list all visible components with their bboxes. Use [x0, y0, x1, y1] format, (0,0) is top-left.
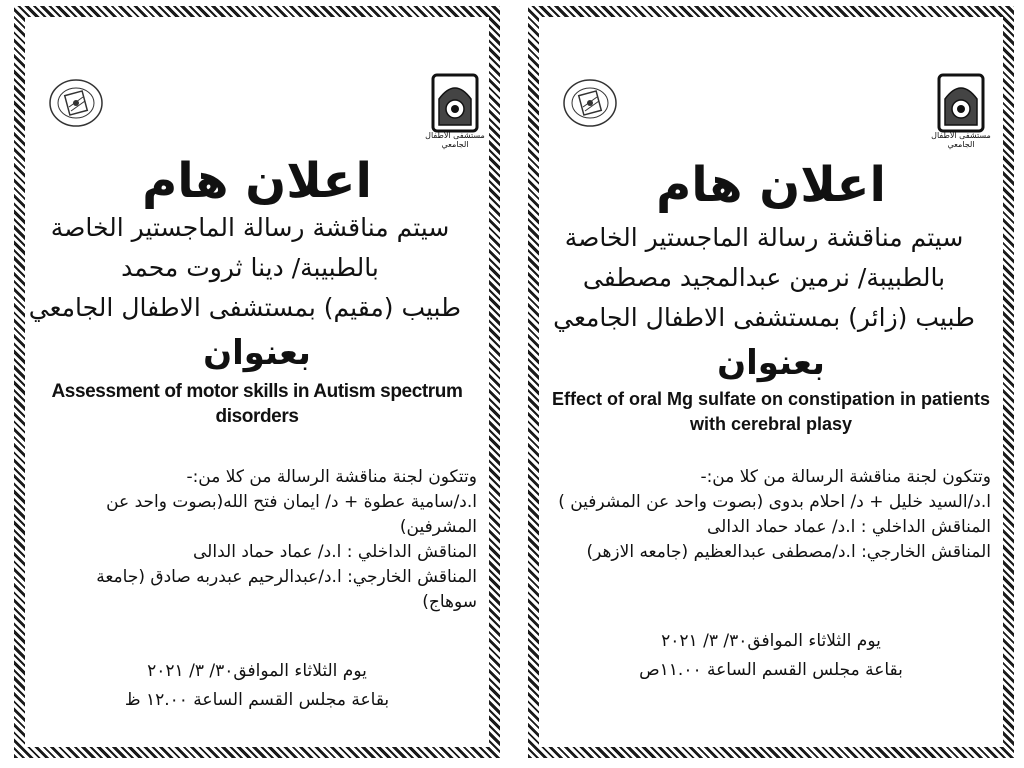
defense-date: يوم الثلاثاء الموافق٣٠/ ٣/ ٢٠٢١ — [661, 631, 881, 651]
committee-intro: وتتكون لجنة مناقشة الرسالة من كلا من:- — [700, 467, 991, 487]
thesis-title-label: بعنوان — [717, 343, 825, 383]
announcement-right — [528, 6, 1014, 758]
thesis-title-label: بعنوان — [203, 333, 311, 373]
defense-venue-time: بقاعة مجلس القسم الساعة ١١.٠٠ص — [639, 660, 903, 680]
announcement-title: اعلان هام — [142, 153, 372, 209]
announcement-line-1: سيتم مناقشة رسالة الماجستير الخاصة — [50, 213, 450, 242]
hospital-logo-caption: مستشفى الاطفال الجامعي — [931, 131, 991, 149]
supervisors: ا.د/سامية عطوة + د/ ايمان فتح الله(بصوت واحد عن المشرفين) — [106, 492, 477, 537]
university-seal-logo — [561, 77, 619, 129]
announcement-line-1: سيتم مناقشة رسالة الماجستير الخاصة — [564, 223, 964, 252]
hospital-logo-caption: مستشفى الاطفال الجامعي — [425, 131, 485, 149]
defense-date: يوم الثلاثاء الموافق٣٠/ ٣/ ٢٠٢١ — [147, 661, 367, 681]
committee-section — [551, 465, 991, 565]
external-examiner: المناقش الخارجي: ا.د/مصطفى عبدالعظيم (جامعه الازهر) — [586, 542, 991, 562]
announcement-left — [14, 6, 500, 758]
hospital-logo — [425, 69, 485, 149]
candidate-position: طبيب (زائر) بمستشفى الاطفال الجامعي — [553, 303, 975, 332]
announcement-title: اعلان هام — [656, 157, 886, 213]
supervisors: ا.د/السيد خليل + د/ احلام بدوى (بصوت واحد عن المشرفين ) — [558, 492, 991, 512]
schedule-section — [25, 657, 489, 715]
schedule-section — [539, 627, 1003, 685]
thesis-title-english: Effect of oral Mg sulfate on constipation in patients with cerebral plasy — [551, 389, 991, 434]
candidate-name: بالطبيبة/ دينا ثروت محمد — [121, 253, 379, 282]
committee-intro: وتتكون لجنة مناقشة الرسالة من كلا من:- — [186, 467, 477, 487]
internal-examiner: المناقش الداخلي : ا.د/ عماد حماد الدالى — [193, 542, 477, 562]
candidate-name: بالطبيبة/ نرمين عبدالمجيد مصطفى — [582, 263, 946, 292]
external-examiner: المناقش الخارجي: ا.د/عبدالرحيم عبدربه صادق (جامعة سوهاج) — [96, 567, 477, 612]
internal-examiner: المناقش الداخلي : ا.د/ عماد حماد الدالى — [707, 517, 991, 537]
thesis-title-english: Assessment of motor skills in Autism spectrum disorders — [51, 381, 463, 427]
hospital-logo — [931, 69, 991, 149]
defense-venue-time: بقاعة مجلس القسم الساعة ١٢.٠٠ ظ — [124, 690, 390, 710]
university-seal-logo — [47, 77, 105, 129]
candidate-position: طبيب (مقيم) بمستشفى الاطفال الجامعي — [28, 293, 461, 322]
committee-section — [37, 465, 477, 615]
